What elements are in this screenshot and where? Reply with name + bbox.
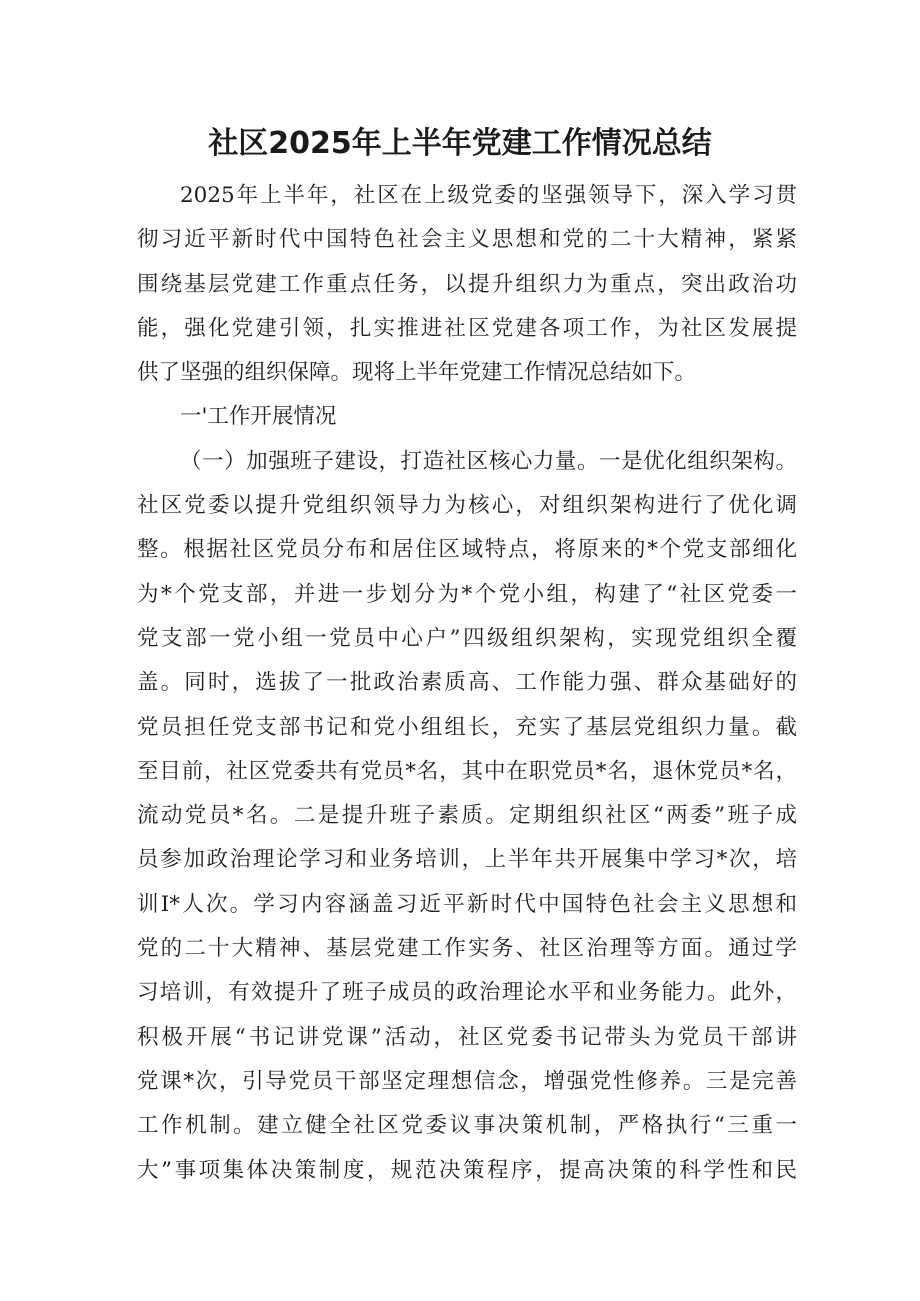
section-line: 党的二十大精神、基层党建工作实务、社区治理等方面。通过学 (137, 936, 797, 962)
section-line: 流动党员*名。二是提升班子素质。定期组织社区“两委”班子成 (137, 803, 797, 829)
section-line: 训I*人次。学习内容涵盖习近平新时代中国特色社会主义思想和 (137, 891, 797, 917)
section-line: 员参加政治理论学习和业务培训，上半年共开展集中学习*次，培 (137, 847, 797, 873)
section-line: 习培训，有效提升了班子成员的政治理论水平和业务能力。此外， (137, 980, 797, 1006)
section-line: 党支部一党小组一党员中心户”四级组织架构，实现党组织全覆 (137, 625, 797, 651)
section-line: 党课*次，引导党员干部坚定理想信念，增强党性修养。三是完善 (137, 1068, 797, 1094)
document-title: 社区2025年上半年党建工作情况总结 (208, 126, 712, 161)
document-body (137, 174, 797, 1193)
section-line: 为*个党支部，并进一步划分为*个党小组，构建了“社区党委一 (137, 581, 797, 607)
section-line: 社区党委以提升党组织领导力为核心，对组织架构进行了优化调 (137, 493, 797, 519)
section-heading: 一'工作开展情况 (180, 404, 337, 430)
intro-line: 能，强化党建引领，扎实推进社区党建各项工作，为社区发展提 (137, 315, 797, 341)
section-line: 积极开展“书记讲党课”活动，社区党委书记带头为党员干部讲 (137, 1024, 797, 1050)
section-line: 至目前，社区党委共有党员*名，其中在职党员*名，退休党员*名， (137, 758, 797, 784)
intro-line: 围绕基层党建工作重点任务，以提升组织力为重点，突出政治功 (137, 271, 797, 297)
section-line: 盖。同时，选拔了一批政治素质高、工作能力强、群众基础好的 (137, 670, 797, 696)
intro-line: 2025年上半年，社区在上级党委的坚强领导下，深入学习贯 (180, 183, 797, 208)
section-line: （一）加强班子建设，打造社区核心力量。一是优化组织架构。 (180, 448, 797, 474)
section-line: 党员担任党支部书记和党小组组长，充实了基层党组织力量。截 (137, 714, 797, 740)
section-line: 工作机制。建立健全社区党委议事决策机制，严格执行“三重一 (137, 1113, 797, 1139)
section-line: 整。根据社区党员分布和居住区域特点，将原来的*个党支部细化 (137, 537, 797, 563)
section-line: 大”事项集体决策制度，规范决策程序，提高决策的科学性和民 (137, 1157, 797, 1183)
intro-line: 彻习近平新时代中国特色社会主义思想和党的二十大精神，紧紧 (137, 227, 797, 253)
intro-line: 供了坚强的组织保障。现将上半年党建工作情况总结如下。 (137, 360, 697, 386)
